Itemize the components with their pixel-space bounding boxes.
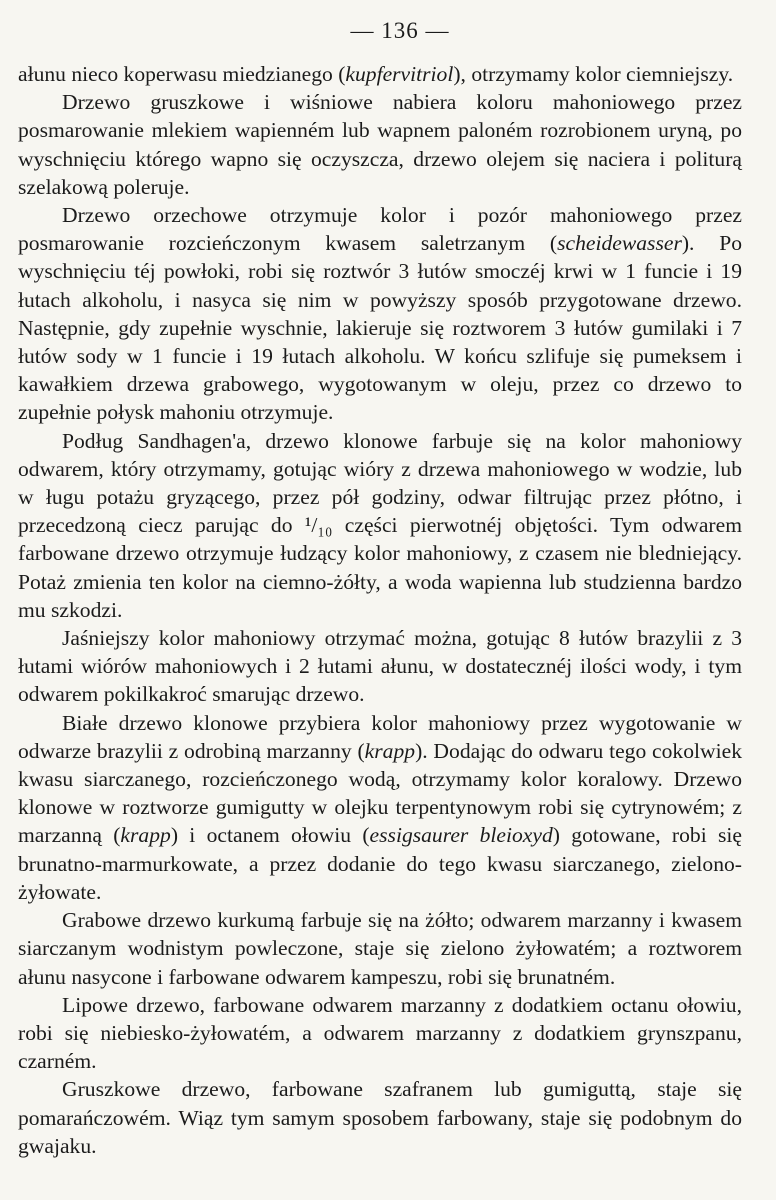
text-segment: Grabowe drzewo kurkumą farbuje się na żółto; odwarem marzanny i kwasem siarczanym wodnistym powleczone, staje się zielono żyłowatém; a roztworem ałunu nasycone i farbowane odwarem kampeszu, robi się brunatném. xyxy=(18,908,742,989)
text-segment: Drzewo gruszkowe i wiśniowe nabiera koloru mahoniowego przez posmarowanie mlekiem wapienném lub wapnem paloném rozrobionem uryną, po wyschnięciu którego wapno się oczyszcza, drzewo olejem się naciera i politurą szelakową poleruje. xyxy=(18,90,742,199)
italic-term: scheidewasser xyxy=(557,231,682,256)
paragraph-2 xyxy=(18,88,742,201)
paragraph-5 xyxy=(18,624,742,709)
paragraph-3 xyxy=(18,201,742,427)
text-segment: ). Po wyschnięciu téj powłoki, robi się roztwór 3 łutów smoczéj krwi w 1 funcie i 19 łutach alkoholu, i nasyca się nim w powyższy sposób przygotowane drzewo. Następnie, gdy zupełnie wyschnie, lakieruje się roztworem 3 łutów gumilaki i 7 łutów sody w 1 funcie i 19 łutach alkoholu. W końcu szlifuje się pumeksem i kawałkiem drzewa grabowego, wygotowanym w oleju, przez co drzewo to zupełnie połysk mahoniu otrzymuje. xyxy=(18,231,743,425)
text-segment: ) i octanem ołowiu ( xyxy=(170,823,370,848)
paragraph-6 xyxy=(18,709,742,906)
italic-term: krapp xyxy=(120,823,171,848)
text-segment: ) gotowane, robi się brunatno-marmurkowate, a przez dodanie do tego kwasu siarczanego, zielono-żyłowate. xyxy=(18,823,743,904)
text-segment: Lipowe drzewo, farbowane odwarem marzanny z dodatkiem octanu ołowiu, robi się niebiesko-żyłowatém, a odwarem marzanny z dodatkiem grynszpanu, czarném. xyxy=(18,992,742,1074)
text-segment: ), otrzymamy kolor ciemniejszy. xyxy=(453,62,734,86)
page-number: — 136 — xyxy=(350,18,450,43)
text-segment: ). Dodając do odwaru tego cokolwiek kwasu siarczanego, rozcieńczonego wodą, otrzymamy kolor koralowy. Drzewo klonowe w roztworze gumigutty w olejku terpentynowym robi się cytrynowém; z marzanną ( xyxy=(18,738,742,848)
body-text xyxy=(18,60,742,1160)
paragraph-8 xyxy=(18,991,742,1076)
italic-term: krapp xyxy=(364,738,416,763)
text-segment: Jaśniejszy kolor mahoniowy otrzymać można, gotując 8 łutów brazylii z 3 łutami wiórów mahoniowych i 2 łutami ałunu, w dostatecznéj ilości wody, i tym odwarem pokilkakroć smarując drzewo. xyxy=(18,626,742,707)
paragraph-1 xyxy=(18,60,742,88)
italic-term: essigsaurer bleioxyd xyxy=(369,823,553,848)
paragraph-9 xyxy=(18,1075,742,1160)
text-segment: Podług Sandhagen'a, drzewo klonowe farbuje się na kolor mahoniowy odwarem, który otrzymamy, gotując wióry z drzewa mahoniowego w wodzie, lub w ługu potażu gryzącego, przez pół godziny, odwar filtrując przez płótno, i przecedzoną ciecz parując do ¹/₁₀ części pierwotnéj objętości. Tym odwarem farbowane drzewo otrzymuje łudzący kolor mahoniowy, z czasem nie bledniejący. Potaż zmienia ten kolor na ciemno-żółty, a woda wapienna lub studzienna bardzo mu szkodzi. xyxy=(18,428,742,622)
text-segment: Gruszkowe drzewo, farbowane szafranem lub gumiguttą, staje się pomarańczowém. Wiąz tym samym sposobem farbowany, staje się podobnym do gwajaku. xyxy=(18,1077,742,1158)
text-segment: ałunu nieco koperwasu miedzianego ( xyxy=(18,62,346,86)
text-segment: Drzewo orzechowe otrzymuje kolor i pozór mahoniowego przez posmarowanie rozcieńczonym kwasem saletrzanym ( xyxy=(18,203,742,256)
text-segment: Białe drzewo klonowe przybiera kolor mahoniowy przez wygotowanie w odwarze brazylii z odrobiną marzanny ( xyxy=(18,710,742,763)
italic-term: kupfervitriol xyxy=(345,62,454,86)
paragraph-4 xyxy=(18,427,742,624)
paragraph-7 xyxy=(18,906,742,991)
